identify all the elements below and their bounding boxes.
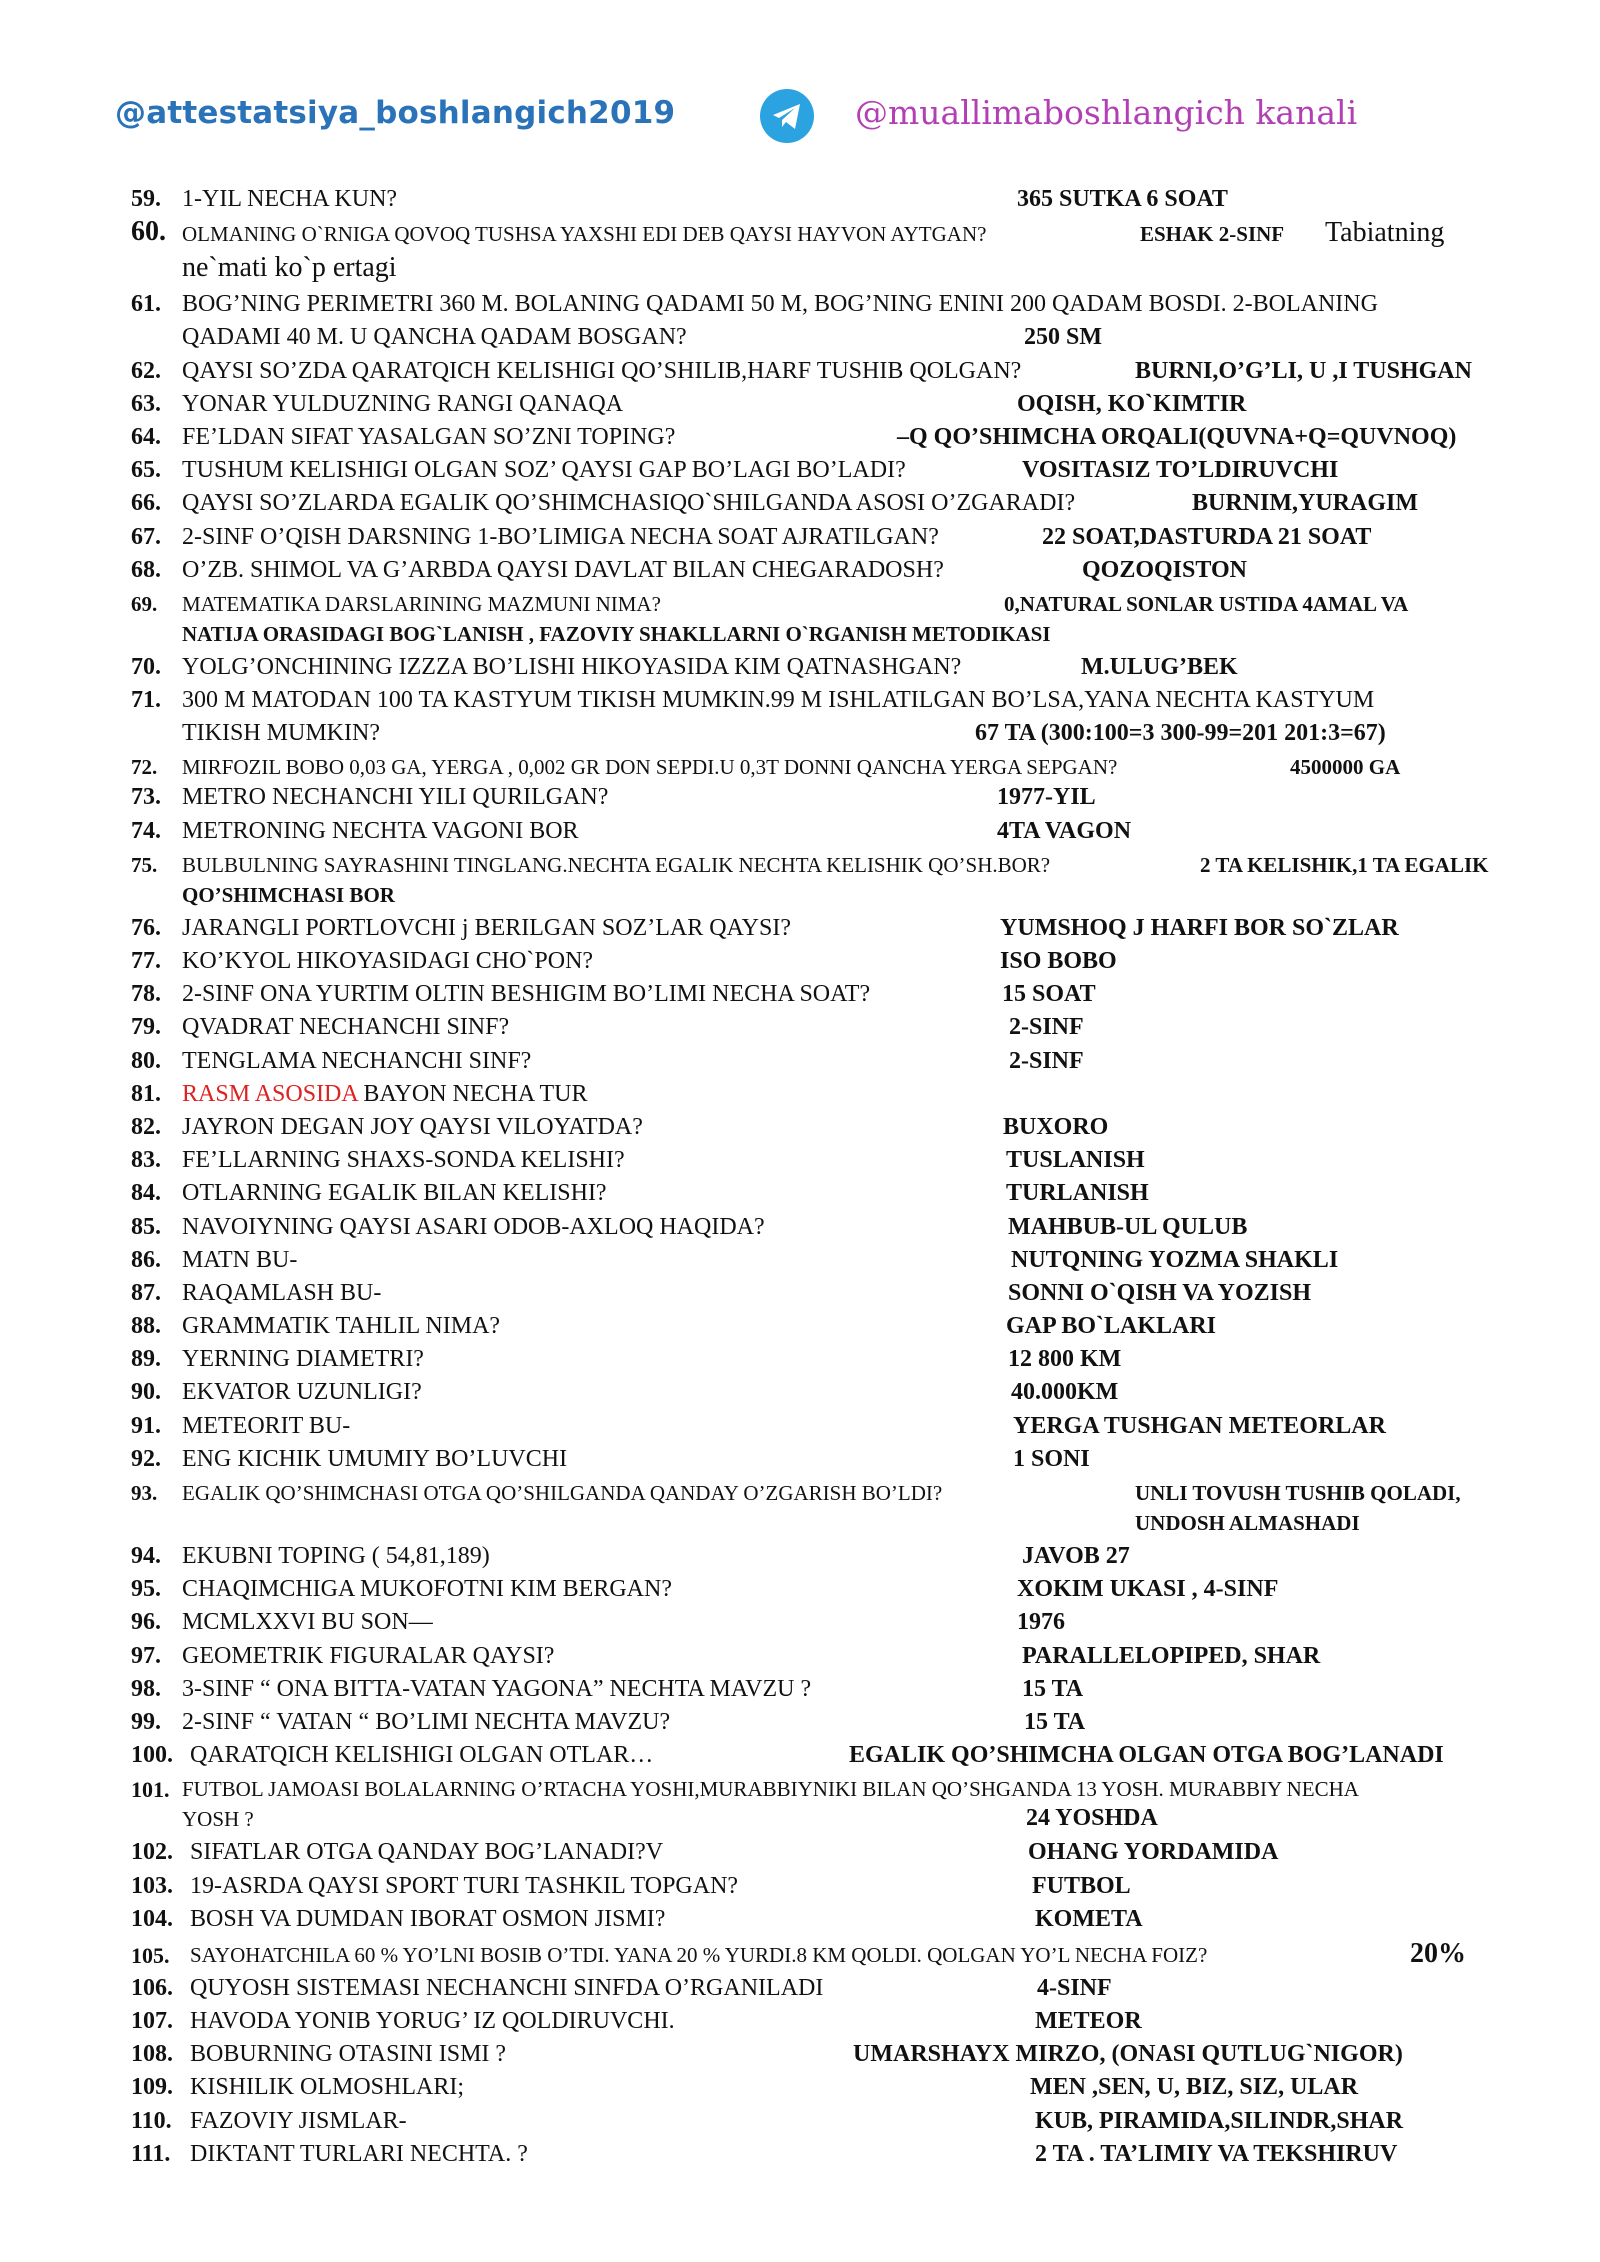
list-item [0, 654, 1600, 687]
list-item [0, 358, 1600, 391]
list-item [0, 391, 1600, 424]
item-answer: SONNI O`QISH VA YOZISH [1008, 1279, 1311, 1306]
item-question: HAVODA YONIB YORUG’ IZ QOLDIRUVCHI. [190, 2008, 675, 2035]
item-question [182, 1081, 587, 1108]
item-answer: –Q QO’SHIMCHA ORQALI(QUVNA+Q=QUVNOQ) [897, 423, 1457, 450]
item-question: METRO NECHANCHI YILI QURILGAN? [182, 784, 609, 811]
item-question: EKUBNI TOPING ( 54,81,189) [182, 1543, 490, 1570]
item-number: 63. [131, 390, 161, 417]
item-question: 3-SINF “ ONA BITTA-VATAN YAGONA” NECHTA MAVZU ? [182, 1675, 812, 1702]
item-question: QAYSI SO’ZLARDA EGALIK QO’SHIMCHASIQO`SHILGANDA ASOSI O’ZGARADI? [182, 490, 1076, 517]
item-question: FE’LLARNING SHAXS-SONDA KELISHI? [182, 1147, 625, 1174]
item-answer: BURNIM,YURAGIM [1192, 490, 1418, 517]
item-number: 77. [131, 948, 161, 975]
item-answer: 0,NATURAL SONLAR USTIDA 4AMAL VA [1004, 591, 1409, 616]
list-item [0, 1114, 1600, 1147]
item-question: MCMLXXVI BU SON— [182, 1609, 433, 1636]
item-question: QVADRAT NECHANCHI SINF? [182, 1014, 510, 1041]
item-question-cont: TIKISH MUMKIN? [182, 720, 380, 747]
item-number: 70. [131, 653, 161, 680]
item-number: 111. [131, 2140, 171, 2167]
item-answer: ESHAK 2-SINF [1140, 222, 1285, 247]
item-number: 81. [131, 1080, 161, 1107]
list-item [0, 1081, 1600, 1114]
item-question: EKVATOR UZUNLIGI? [182, 1379, 422, 1406]
item-answer-cont: NATIJA ORASIDAGI BOG`LANISH , FAZOVIY SHAKLLARNI O`RGANISH METODIKASI [182, 621, 1051, 646]
list-item [0, 981, 1600, 1014]
item-question: YOLG’ONCHINING IZZZA BO’LISHI HIKOYASIDA KIM QATNASHGAN? [182, 653, 962, 680]
list-item [0, 2008, 1600, 2041]
question-rest: BAYON NECHA TUR [357, 1080, 588, 1107]
item-question: TUSHUM KELISHIGI OLGAN SOZ’ QAYSI GAP BO’LAGI BO’LADI? [182, 457, 906, 484]
list-item [0, 1939, 1600, 1975]
item-number: 74. [131, 817, 161, 844]
item-number: 61. [131, 291, 161, 318]
list-item [0, 1709, 1600, 1742]
list-item [0, 1775, 1600, 1839]
item-number: 99. [131, 1708, 161, 1735]
item-number: 96. [131, 1609, 161, 1636]
item-question: SIFATLAR OTGA QANDAY BOG’LANADI?V [190, 1839, 664, 1866]
list-item [0, 1446, 1600, 1479]
list-item [0, 1346, 1600, 1379]
list-item [0, 851, 1600, 915]
item-number: 79. [131, 1014, 161, 1041]
item-number: 82. [131, 1113, 161, 1140]
item-answer: 4TA VAGON [997, 817, 1132, 844]
item-answer: NUTQNING YOZMA SHAKLI [1011, 1246, 1339, 1273]
item-question: OLMANING O`RNIGA QOVOQ TUSHSA YAXSHI EDI DEB QAYSI HAYVON AYTGAN? [182, 222, 987, 247]
item-number: 92. [131, 1445, 161, 1472]
item-number: 101. [131, 1777, 170, 1803]
item-number: 80. [131, 1047, 161, 1074]
list-item [0, 1280, 1600, 1313]
item-answer: QOZOQISTON [1082, 556, 1247, 583]
list-item [0, 1247, 1600, 1280]
item-number: 91. [131, 1412, 161, 1439]
item-number: 104. [131, 1905, 173, 1932]
item-question: GEOMETRIK FIGURALAR QAYSI? [182, 1642, 555, 1669]
item-answer: JAVOB 27 [1022, 1543, 1130, 1570]
list-item [0, 1147, 1600, 1180]
item-number: 94. [131, 1543, 161, 1570]
item-number: 102. [131, 1839, 173, 1866]
item-answer: MAHBUB-UL QULUB [1008, 1213, 1248, 1240]
item-answer: TURLANISH [1006, 1180, 1149, 1207]
item-answer: KOMETA [1035, 1905, 1143, 1932]
item-answer: 15 TA [1024, 1708, 1086, 1735]
item-answer: 15 SOAT [1002, 981, 1096, 1008]
list-item [0, 1379, 1600, 1412]
item-question: YONAR YULDUZNING RANGI QANAQA [182, 390, 624, 417]
item-number: 95. [131, 1576, 161, 1603]
list-item [0, 590, 1600, 654]
item-question: DIKTANT TURLARI NECHTA. ? [190, 2140, 528, 2167]
item-question: MATN BU- [182, 1246, 298, 1273]
item-number: 59. [131, 186, 161, 212]
item-question: JARANGLI PORTLOVCHI j BERILGAN SOZ’LAR QAYSI? [182, 914, 791, 941]
channel-handle-left[interactable]: @attestatsiya_boshlangich2019 [115, 95, 676, 131]
item-answer: TUSLANISH [1006, 1147, 1145, 1174]
list-item [0, 557, 1600, 590]
list-item [0, 1313, 1600, 1346]
item-question: KO’KYOL HIKOYASIDAGI CHO`PON? [182, 948, 594, 975]
list-item [0, 216, 1600, 291]
list-item [0, 1975, 1600, 2008]
page-header [0, 95, 1600, 155]
item-question: FUTBOL JAMOASI BOLALARNING O’RTACHA YOSHI,MURABBIYNIKI BILAN QO’SHGANDA 13 YOSH. MURABBIY NECHA [182, 1777, 1359, 1802]
item-question: 2-SINF “ VATAN “ BO’LIMI NECHTA MAVZU? [182, 1708, 671, 1735]
item-question: KISHILIK OLMOSHLARI; [190, 2074, 464, 2101]
item-answer: VOSITASIZ TO’LDIRUVCHI [1022, 457, 1339, 484]
item-question: JAYRON DEGAN JOY QAYSI VILOYATDA? [182, 1113, 643, 1140]
item-question: QUYOSH SISTEMASI NECHANCHI SINFDA O’RGANILADI [190, 1974, 824, 2001]
item-question: GRAMMATIK TAHLIL NIMA? [182, 1313, 501, 1340]
item-question: BOSH VA DUMDAN IBORAT OSMON JISMI? [190, 1905, 666, 1932]
item-number: 69. [131, 591, 158, 616]
list-item [0, 1609, 1600, 1642]
item-answer: BUXORO [1003, 1113, 1109, 1140]
item-question: 300 M MATODAN 100 TA KASTYUM TIKISH MUMKIN.99 M ISHLATILGAN BO’LSA,YANA NECHTA KASTYUM [182, 687, 1375, 714]
item-answer: OHANG YORDAMIDA [1028, 1839, 1279, 1866]
item-number: 75. [131, 852, 158, 877]
item-number: 87. [131, 1279, 161, 1306]
item-question: TENGLAMA NECHANCHI SINF? [182, 1047, 532, 1074]
item-question: BOBURNING OTASINI ISMI ? [190, 2041, 507, 2068]
item-question: 19-ASRDA QAYSI SPORT TURI TASHKIL TOPGAN? [190, 1872, 739, 1899]
item-answer: 1 SONI [1013, 1445, 1090, 1472]
item-answer: OQISH, KO`KIMTIR [1017, 390, 1247, 417]
item-answer-cont: UNDOSH ALMASHADI [1135, 1511, 1360, 1536]
item-number: 60. [131, 216, 166, 248]
item-number: 68. [131, 556, 161, 583]
item-number: 83. [131, 1147, 161, 1174]
item-question: EGALIK QO’SHIMCHASI OTGA QO’SHILGANDA QANDAY O’ZGARISH BO’LDI? [182, 1481, 943, 1506]
item-answer: 2 TA KELISHIK,1 TA EGALIK [1200, 852, 1489, 877]
item-question: 2-SINF ONA YURTIM OLTIN BESHIGIM BO’LIMI NECHA SOAT? [182, 981, 871, 1008]
item-question: METRONING NECHTA VAGONI BOR [182, 817, 579, 844]
item-answer: METEOR [1035, 2008, 1142, 2035]
item-number: 64. [131, 423, 161, 450]
item-number: 106. [131, 1974, 173, 2001]
item-question: SAYOHATCHILA 60 % YO’LNI BOSIB O’TDI. YANA 20 % YURDI.8 KM QOLDI. QOLGAN YO’L NECHA FOIZ? [190, 1942, 1208, 1967]
item-question: O’ZB. SHIMOL VA G’ARBDA QAYSI DAVLAT BILAN CHEGARADOSH? [182, 556, 944, 583]
item-question: MIRFOZIL BOBO 0,03 GA, YERGA , 0,002 GR DON SEPDI.U 0,3T DONNI QANCHA YERGA SEPGAN? [182, 755, 1118, 780]
item-answer: XOKIM UKASI , 4-SINF [1017, 1576, 1279, 1603]
item-number: 105. [131, 1942, 170, 1968]
item-question: YERNING DIAMETRI? [182, 1346, 424, 1373]
list-item [0, 2141, 1600, 2174]
item-question: RAQAMLASH BU- [182, 1279, 382, 1306]
item-number: 90. [131, 1379, 161, 1406]
list-item [0, 1214, 1600, 1247]
item-answer: 4-SINF [1037, 1974, 1112, 2001]
item-answer: YUMSHOQ J HARFI BOR SO`ZLAR [1000, 914, 1399, 941]
item-answer: 24 YOSHDA [1026, 1805, 1158, 1832]
item-number: 97. [131, 1642, 161, 1669]
list-item [0, 1014, 1600, 1047]
item-number: 65. [131, 457, 161, 484]
item-answer: BURNI,O’G’LI, U ,I TUSHGAN [1135, 357, 1472, 384]
item-answer-extra: Tabiatning [1325, 217, 1445, 249]
list-item [0, 2041, 1600, 2074]
item-question: MATEMATIKA DARSLARINING MAZMUNI NIMA? [182, 591, 661, 616]
item-question: ENG KICHIK UMUMIY BO’LUVCHI [182, 1445, 568, 1472]
item-answer: PARALLELOPIPED, SHAR [1022, 1642, 1321, 1669]
item-question: QAYSI SO’ZDA QARATQICH KELISHIGI QO’SHILIB,HARF TUSHIB QOLGAN? [182, 357, 1022, 384]
item-question: CHAQIMCHIGA MUKOFOTNI KIM BERGAN? [182, 1576, 672, 1603]
item-question: QARATQICH KELISHIGI OLGAN OTLAR… [190, 1742, 654, 1769]
list-item [0, 490, 1600, 523]
item-number: 86. [131, 1246, 161, 1273]
item-question-cont: YOSH ? [182, 1807, 254, 1832]
list-item [0, 818, 1600, 851]
item-question: 2-SINF O’QISH DARSNING 1-BO’LIMIGA NECHA SOAT AJRATILGAN? [182, 523, 939, 550]
item-number: 93. [131, 1481, 158, 1506]
list-item [0, 1479, 1600, 1543]
item-number: 109. [131, 2074, 173, 2101]
item-answer: GAP BO`LAKLARI [1006, 1313, 1217, 1340]
item-number: 108. [131, 2041, 173, 2068]
list-item [0, 524, 1600, 557]
item-answer: 365 SUTKA 6 SOAT [1017, 186, 1228, 212]
list-item [0, 1839, 1600, 1872]
item-answer: KUB, PIRAMIDA,SILINDR,SHAR [1035, 2107, 1404, 2134]
item-answer: MEN ,SEN, U, BIZ, SIZ, ULAR [1030, 2074, 1359, 2101]
item-number: 107. [131, 2008, 173, 2035]
list-item [0, 1676, 1600, 1709]
item-answer: YERGA TUSHGAN METEORLAR [1013, 1412, 1386, 1439]
item-question: FAZOVIY JISMLAR- [190, 2107, 407, 2134]
list-item [0, 1873, 1600, 1906]
list-item [0, 424, 1600, 457]
list-item [0, 291, 1600, 357]
list-item [0, 753, 1600, 784]
item-question: METEORIT BU- [182, 1412, 351, 1439]
item-answer: ISO BOBO [1000, 948, 1117, 975]
item-question: NAVOIYNING QAYSI ASARI ODOB-AXLOQ HAQIDA? [182, 1213, 765, 1240]
item-number: 100. [131, 1742, 173, 1769]
list-item [0, 1742, 1600, 1775]
item-answer: 40.000KM [1011, 1379, 1119, 1406]
list-item [0, 1048, 1600, 1081]
item-answer: 12 800 KM [1008, 1346, 1122, 1373]
item-answer: 15 TA [1022, 1675, 1084, 1702]
item-answer: 2-SINF [1009, 1047, 1084, 1074]
item-number: 88. [131, 1313, 161, 1340]
item-answer: EGALIK QO’SHIMCHA OLGAN OTGA BOG’LANADI [849, 1742, 1444, 1769]
list-item [0, 1643, 1600, 1676]
item-number: 84. [131, 1180, 161, 1207]
item-question: FE’LDAN SIFAT YASALGAN SO’ZNI TOPING? [182, 423, 676, 450]
list-item [0, 687, 1600, 753]
item-question: OTLARNING EGALIK BILAN KELISHI? [182, 1180, 607, 1207]
item-answer: 1977-YIL [997, 784, 1096, 811]
list-item [0, 1906, 1600, 1939]
list-item [0, 1413, 1600, 1446]
list-item [0, 2108, 1600, 2141]
item-answer: 2 TA . TA’LIMIY VA TEKSHIRUV [1035, 2140, 1398, 2167]
item-answer: 4500000 GA [1290, 755, 1401, 780]
item-number: 89. [131, 1346, 161, 1373]
item-number: 62. [131, 357, 161, 384]
list-item [0, 1180, 1600, 1213]
item-number: 103. [131, 1872, 173, 1899]
qa-list [0, 186, 1600, 2174]
item-number: 66. [131, 490, 161, 517]
item-number: 71. [131, 687, 161, 714]
item-question: BOG’NING PERIMETRI 360 M. BOLANING QADAMI 50 M, BOG’NING ENINI 200 QADAM BOSDI. 2-BOLANING [182, 291, 1378, 318]
list-item [0, 2074, 1600, 2107]
item-number: 78. [131, 981, 161, 1008]
list-item [0, 784, 1600, 817]
list-item [0, 1543, 1600, 1576]
item-answer: 250 SM [1024, 324, 1102, 351]
item-number: 110. [131, 2107, 172, 2134]
item-answer: 20% [1410, 1937, 1466, 1969]
list-item [0, 1576, 1600, 1609]
item-question-cont: QADAMI 40 M. U QANCHA QADAM BOSGAN? [182, 324, 687, 351]
telegram-icon [760, 89, 814, 143]
channel-handle-right[interactable]: @muallimaboshlangich kanali [855, 93, 1358, 132]
list-item [0, 457, 1600, 490]
item-question-cont: ne`mati ko`p ertagi [182, 252, 397, 284]
item-answer: M.ULUG’BEK [1081, 653, 1238, 680]
list-item [0, 915, 1600, 948]
item-answer: UNLI TOVUSH TUSHIB QOLADI, [1135, 1481, 1461, 1506]
item-question: BULBULNING SAYRASHINI TINGLANG.NECHTA EGALIK NECHTA KELISHIK QO’SH.BOR? [182, 852, 1051, 877]
item-answer: 2-SINF [1009, 1014, 1084, 1041]
item-number: 67. [131, 523, 161, 550]
item-number: 98. [131, 1675, 161, 1702]
highlighted-text: RASM ASOSIDA [182, 1080, 358, 1107]
item-number: 76. [131, 914, 161, 941]
item-number: 85. [131, 1213, 161, 1240]
item-number: 72. [131, 755, 158, 780]
item-question: 1-YIL NECHA KUN? [182, 186, 398, 212]
item-answer: 1976 [1017, 1609, 1065, 1636]
item-answer: 67 TA (300:100=3 300-99=201 201:3=67) [975, 720, 1386, 747]
item-answer: 22 SOAT,DASTURDA 21 SOAT [1042, 523, 1372, 550]
list-item [0, 948, 1600, 981]
list-item [0, 186, 1600, 219]
item-answer: FUTBOL [1032, 1872, 1131, 1899]
item-answer: UMARSHAYX MIRZO, (ONASI QUTLUG`NIGOR) [853, 2041, 1403, 2068]
item-answer-cont: QO’SHIMCHASI BOR [182, 882, 395, 907]
item-number: 73. [131, 784, 161, 811]
